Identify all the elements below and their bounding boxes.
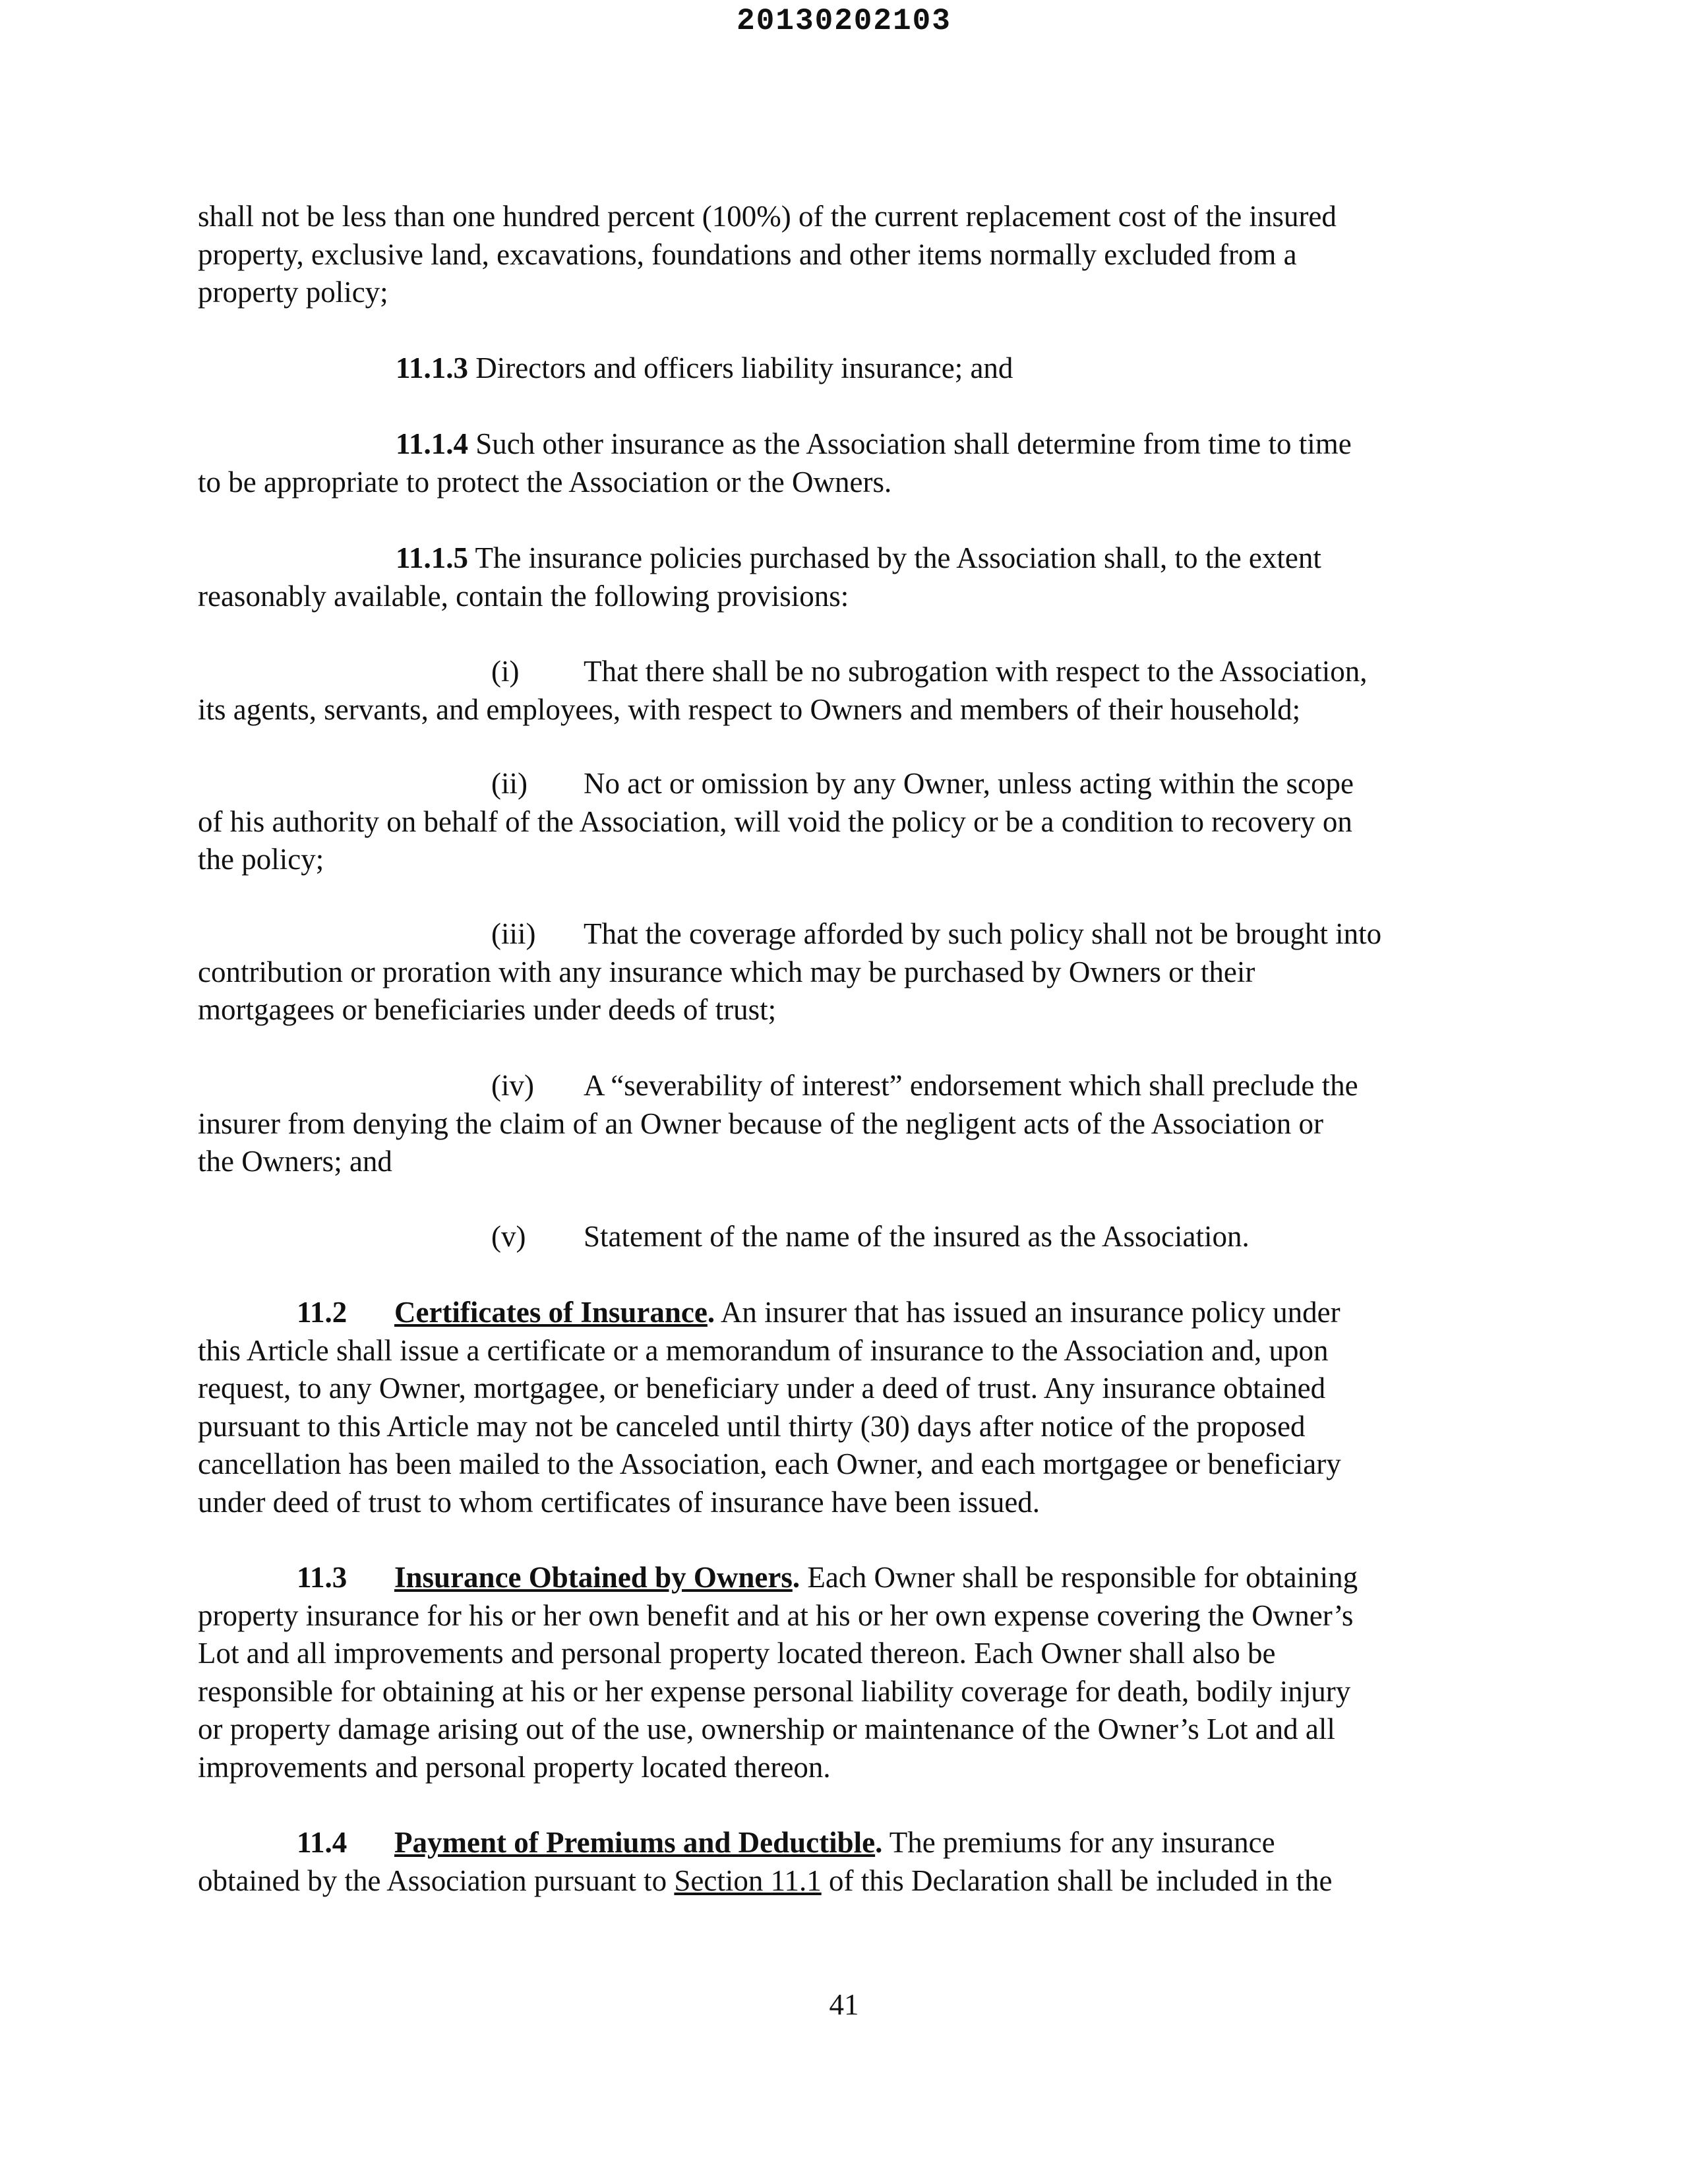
section-number: 11.1.5 bbox=[396, 541, 469, 574]
text-line: of his authority on behalf of the Association, will void the policy or be a condition to recovery on bbox=[198, 804, 1352, 838]
text-line: insurer from denying the claim of an Owner because of the negligent acts of the Association or bbox=[198, 1107, 1323, 1140]
section-text: obtained by the Association pursuant to bbox=[198, 1864, 675, 1897]
section-title-period: . bbox=[707, 1296, 715, 1329]
section-11-1-4 bbox=[198, 425, 1484, 501]
provision-text: Statement of the name of the insured as the Association. bbox=[584, 1220, 1250, 1253]
text-line: request, to any Owner, mortgagee, or beneficiary under a deed of trust. Any insurance obtained bbox=[198, 1372, 1326, 1405]
text-line: pursuant to this Article may not be canceled until thirty (30) days after notice of the proposed bbox=[198, 1409, 1306, 1443]
provision-text: A “severability of interest” endorsement which shall preclude the bbox=[584, 1069, 1358, 1102]
text-line bbox=[198, 1862, 1484, 1900]
text-line: the policy; bbox=[198, 843, 324, 876]
section-title: Payment of Premiums and Deductible bbox=[394, 1826, 876, 1859]
text-line: Lot and all improvements and personal property located thereon. Each Owner shall also be bbox=[198, 1637, 1276, 1670]
text-line: improvements and personal property located thereon. bbox=[198, 1750, 831, 1784]
section-number: 11.1.3 bbox=[396, 351, 469, 384]
text-line: reasonably available, contain the following provisions: bbox=[198, 579, 849, 613]
section-text: Each Owner shall be responsible for obtaining bbox=[800, 1561, 1358, 1594]
section-text: The insurance policies purchased by the Association shall, to the extent bbox=[468, 541, 1321, 574]
section-title-period: . bbox=[792, 1561, 800, 1594]
text-line bbox=[198, 765, 1484, 803]
provision-number: (iv) bbox=[491, 1069, 534, 1102]
provision-iii bbox=[198, 915, 1484, 1029]
text-line bbox=[198, 539, 1484, 578]
page-number: 41 bbox=[829, 1988, 859, 2021]
text-line: property policy; bbox=[198, 276, 388, 309]
provision-number: (v) bbox=[491, 1220, 526, 1253]
section-text: An insurer that has issued an insurance policy under bbox=[715, 1296, 1341, 1329]
text-line: under deed of trust to whom certificates of insurance have been issued. bbox=[198, 1485, 1040, 1519]
text-line bbox=[198, 425, 1484, 464]
text-line: its agents, servants, and employees, with respect to Owners and members of their household; bbox=[198, 692, 1301, 726]
section-11-4 bbox=[198, 1824, 1484, 1900]
section-number: 11.3 bbox=[297, 1561, 347, 1594]
text-line bbox=[198, 1824, 1484, 1862]
text-line bbox=[198, 1218, 1484, 1256]
text-line: responsible for obtaining at his or her expense personal liability coverage for death, bodily injury bbox=[198, 1674, 1351, 1708]
provision-number: (ii) bbox=[491, 767, 528, 800]
provision-text: That the coverage afforded by such policy shall not be brought into bbox=[584, 917, 1382, 950]
section-text: Such other insurance as the Association shall determine from time to time bbox=[468, 427, 1352, 460]
section-text: Directors and officers liability insurance; and bbox=[468, 351, 1013, 384]
continuation-paragraph bbox=[198, 198, 1484, 312]
section-text: The premiums for any insurance bbox=[882, 1826, 1275, 1859]
provision-text: That there shall be no subrogation with respect to the Association, bbox=[584, 655, 1368, 688]
provision-v bbox=[198, 1218, 1484, 1256]
text-line: this Article shall issue a certificate or a memorandum of insurance to the Association and, upon bbox=[198, 1333, 1329, 1367]
text-line: contribution or proration with any insurance which may be purchased by Owners or their bbox=[198, 955, 1255, 988]
text-line: mortgagees or beneficiaries under deeds of trust; bbox=[198, 993, 777, 1026]
section-title: Insurance Obtained by Owners bbox=[394, 1561, 793, 1594]
section-number: 11.1.4 bbox=[396, 427, 469, 460]
text-line bbox=[198, 1559, 1484, 1597]
text-line bbox=[198, 349, 1484, 388]
section-11-1-3 bbox=[198, 349, 1484, 388]
text-line: shall not be less than one hundred percent (100%) of the current replacement cost of the insured bbox=[198, 200, 1337, 233]
section-11-1-5 bbox=[198, 539, 1484, 615]
text-line: cancellation has been mailed to the Association, each Owner, and each mortgagee or beneficiary bbox=[198, 1447, 1341, 1480]
section-11-2 bbox=[198, 1294, 1484, 1521]
section-11-3 bbox=[198, 1559, 1484, 1786]
section-reference: Section 11.1 bbox=[674, 1864, 822, 1897]
text-line: or property damage arising out of the use, ownership or maintenance of the Owner’s Lot and all bbox=[198, 1713, 1335, 1745]
text-line bbox=[198, 915, 1484, 954]
section-number: 11.4 bbox=[297, 1826, 347, 1859]
provision-ii bbox=[198, 765, 1484, 879]
document-number: 20130202103 bbox=[737, 4, 951, 38]
text-line: property insurance for his or her own benefit and at his or her own expense covering the Owner’s bbox=[198, 1598, 1354, 1632]
section-title-period: . bbox=[875, 1826, 883, 1859]
provision-i bbox=[198, 653, 1484, 729]
provision-text: No act or omission by any Owner, unless acting within the scope bbox=[584, 767, 1354, 800]
provision-iv bbox=[198, 1067, 1484, 1181]
text-line: property, exclusive land, excavations, foundations and other items normally excluded from a bbox=[198, 237, 1297, 271]
provision-number: (iii) bbox=[491, 917, 536, 950]
text-line: to be appropriate to protect the Association or the Owners. bbox=[198, 465, 892, 499]
provision-number: (i) bbox=[491, 655, 520, 688]
section-number: 11.2 bbox=[297, 1296, 347, 1329]
section-text: of this Declaration shall be included in the bbox=[821, 1864, 1333, 1897]
text-line bbox=[198, 1067, 1484, 1105]
text-line bbox=[198, 1294, 1484, 1332]
text-line bbox=[198, 653, 1484, 691]
section-title: Certificates of Insurance bbox=[394, 1296, 708, 1329]
text-line: the Owners; and bbox=[198, 1145, 392, 1178]
